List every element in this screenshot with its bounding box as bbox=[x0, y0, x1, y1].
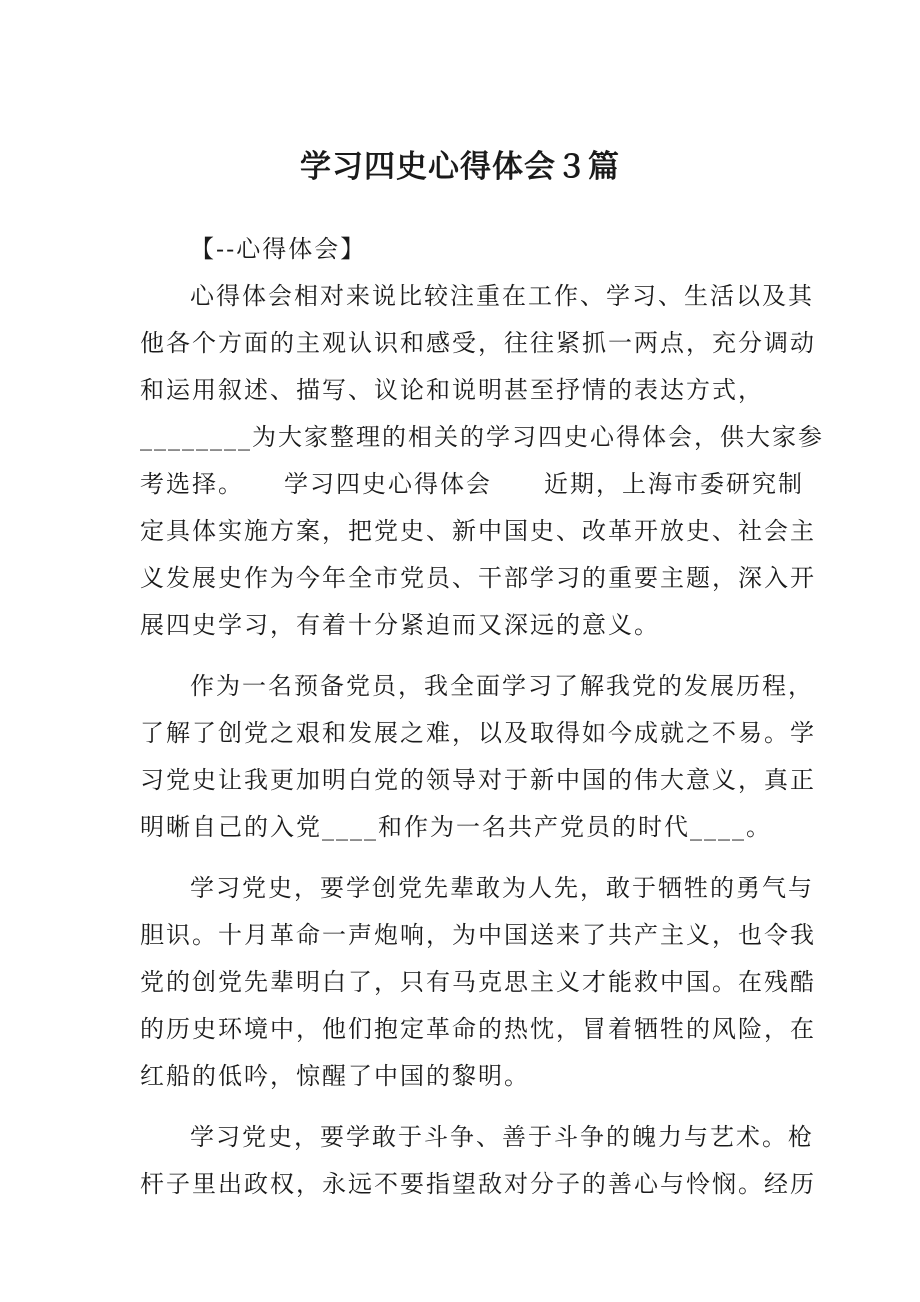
document-body bbox=[140, 226, 824, 1208]
paragraph-line: 定具体实施方案，把党史、新中国史、改革开放史、社会主 bbox=[140, 517, 816, 545]
paragraph-line: 了解了创党之艰和发展之难，以及取得如今成就之不易。学 bbox=[140, 719, 816, 747]
paragraph-2 bbox=[140, 663, 816, 851]
paragraph-line: 的历史环境中，他们抱定革命的热忱，冒着牺牲的风险，在 bbox=[140, 1015, 816, 1043]
subtitle: 【--心得体会】 bbox=[190, 235, 367, 263]
paragraph-line: 红船的低吟，惊醒了中国的黎明。 bbox=[140, 1062, 530, 1090]
paragraph-line: 考选择。 学习四史心得体会 近期，上海市委研究制 bbox=[140, 470, 804, 498]
paragraph-3 bbox=[140, 865, 816, 1100]
paragraph-line: 作为一名预备党员，我全面学习了解我党的发展历程， bbox=[190, 672, 814, 700]
paragraph-line: ________为大家整理的相关的学习四史心得体会，供大家参 bbox=[140, 423, 824, 451]
paragraph-line: 杆子里出政权，永远不要指望敌对分子的善心与怜悯。经历 bbox=[140, 1170, 816, 1198]
paragraph-line: 党的创党先辈明白了，只有马克思主义才能救中国。在残酷 bbox=[140, 968, 816, 996]
paragraph-line: 学习党史，要学创党先辈敢为人先，敢于牺牲的勇气与 bbox=[190, 874, 814, 902]
paragraph-line: 明晰自己的入党____和作为一名共产党员的时代____。 bbox=[140, 813, 772, 841]
document-title: 学习四史心得体会３篇 bbox=[300, 149, 620, 185]
paragraph-line: 习党史让我更加明白党的领导对于新中国的伟大意义，真正 bbox=[140, 766, 816, 794]
paragraph-line: 学习党史，要学敢于斗争、善于斗争的魄力与艺术。枪 bbox=[190, 1123, 814, 1151]
paragraph-line: 和运用叙述、描写、议论和说明甚至抒情的表达方式， bbox=[140, 376, 764, 404]
paragraph-line: 胆识。十月革命一声炮响，为中国送来了共产主义，也令我 bbox=[140, 921, 816, 949]
paragraph-line: 展四史学习，有着十分紧迫而又深远的意义。 bbox=[140, 611, 660, 639]
paragraph-line: 义发展史作为今年全市党员、干部学习的重要主题，深入开 bbox=[140, 564, 816, 592]
paragraph-line: 心得体会相对来说比较注重在工作、学习、生活以及其 bbox=[190, 282, 814, 310]
paragraph-4 bbox=[140, 1114, 816, 1208]
paragraph-line: 他各个方面的主观认识和感受，往往紧抓一两点，充分调动 bbox=[140, 329, 816, 357]
paragraph-1 bbox=[140, 273, 824, 649]
